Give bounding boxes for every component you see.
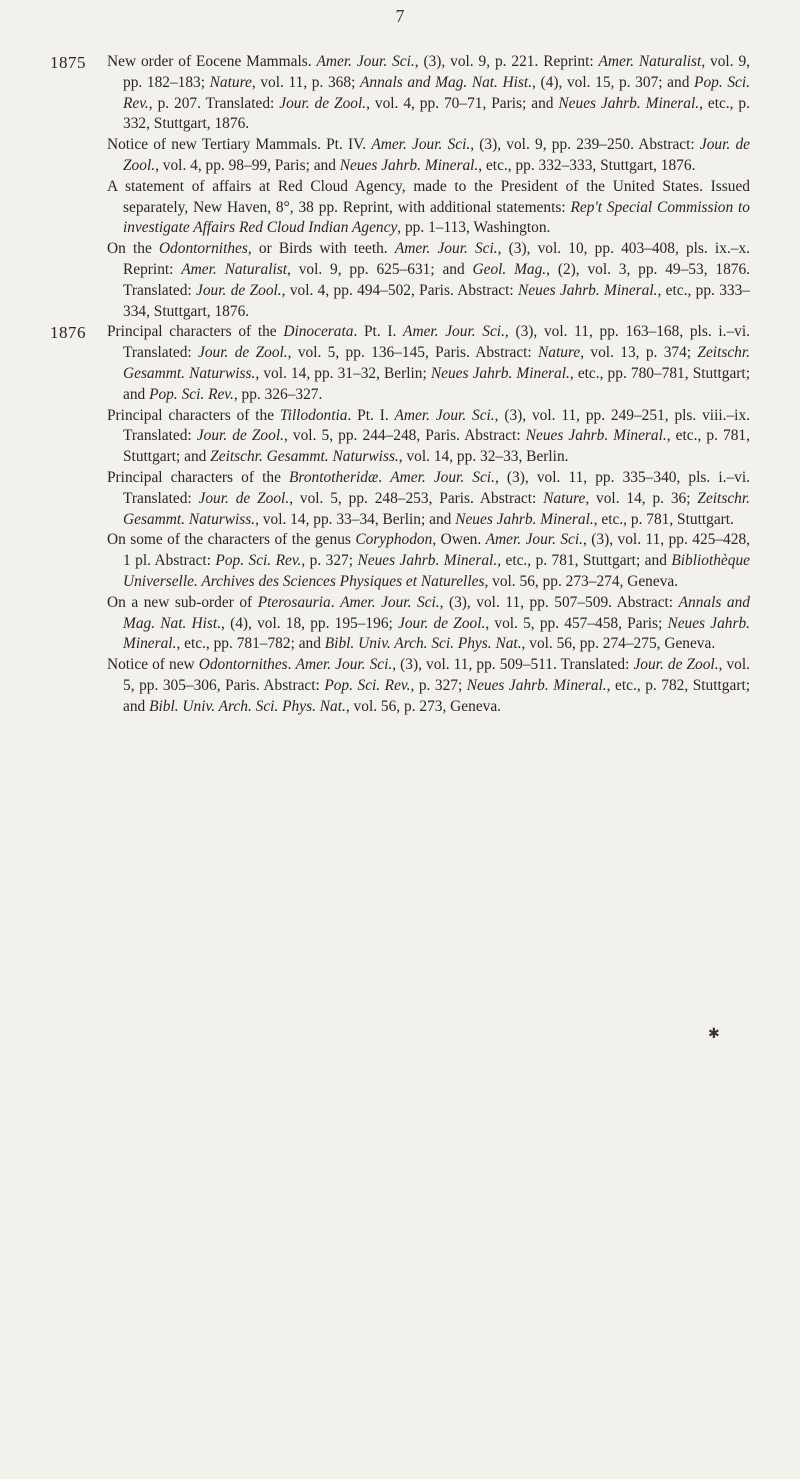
citation-title: Amer. Jour. Sci.	[485, 531, 584, 549]
entry-text: , vol. 5, pp. 305–306, Paris. Abstract:	[123, 656, 751, 694]
entry-text: , p. 327;	[301, 552, 358, 570]
entry-text: , (3), vol. 11, pp. 425–428, 1 pl. Abstract:	[123, 531, 750, 570]
entry-text: . Pt. I.	[347, 406, 395, 424]
bibliography-entry	[107, 655, 750, 717]
citation-title: Neues Jahrb. Mineral.	[525, 427, 667, 445]
year-group	[50, 52, 750, 322]
citation-title: Pterosauria	[257, 593, 331, 611]
entry-text: , vol. 9, pp. 625–631; and	[287, 260, 473, 278]
citation-title: Neues Jahrb. Mineral.	[430, 364, 570, 382]
entry-text: On the	[107, 240, 159, 258]
entry-text: , (3), vol. 11, pp. 249–251, pls. viii.–ix. Translated:	[123, 406, 750, 445]
citation-title: Neues Jahrb. Mineral.	[466, 676, 607, 694]
citation-title: Jour. de Zool.	[196, 427, 284, 445]
citation-title: Pop. Sci. Rev.	[149, 385, 234, 403]
citation-title: Jour. de Zool.	[633, 656, 719, 674]
citation-title: Amer. Jour. Sci.	[394, 240, 498, 258]
citation-title: Jour. de Zool.	[196, 281, 282, 299]
citation-title: Brontotheridæ	[289, 468, 379, 486]
entry-text: , (3), vol. 10, pp. 403–408, pls. ix.–x. Reprint:	[123, 240, 750, 278]
year-group	[50, 322, 750, 717]
entry-text: , etc., pp. 333–334, Stuttgart, 1876.	[123, 281, 750, 320]
citation-title: Amer. Jour. Sci.	[295, 656, 393, 674]
citation-title: Bibliothèque Universelle. Archives des Sciences Physiques et Naturelles	[123, 552, 750, 590]
entry-text: , Owen.	[432, 531, 486, 549]
bibliography-entry	[107, 322, 750, 405]
entry-text: , vol. 56, pp. 274–275, Geneva.	[521, 635, 716, 653]
citation-title: Coryphodon	[355, 531, 433, 549]
citation-title: Jour. de Zool.	[198, 489, 290, 507]
entry-text: , (3), vol. 9, p. 221. Reprint:	[414, 53, 599, 70]
entry-text: .	[330, 593, 341, 611]
citation-title: Pop. Sci. Rev.	[123, 73, 750, 112]
entry-text: A statement of affairs at Red Cloud Agency, made to the President of the United States. Issued separately, New Haven, 8°, 38 pp. Reprint, with additional statements:	[107, 177, 750, 216]
entry-text: , (2), vol. 3, pp. 49–53, 1876. Translated:	[123, 260, 751, 299]
citation-title: Amer. Naturalist	[181, 260, 288, 278]
entry-text: , vol. 14, p. 36;	[585, 489, 698, 507]
citation-title: Geol. Mag.	[472, 260, 547, 278]
entry-text: Principal characters of the	[107, 468, 290, 486]
entry-text: , etc., p. 781, Stuttgart; and	[123, 427, 750, 466]
entry-text: , (3), vol. 9, pp. 239–250. Abstract:	[470, 136, 700, 154]
citation-title: Neues Jahrb. Mineral.	[558, 94, 700, 112]
citation-title: Amer. Naturalist	[598, 53, 702, 70]
citation-title: Amer. Jour. Sci.	[390, 468, 495, 486]
entry-text: , etc., pp. 332–333, Stuttgart, 1876.	[478, 156, 696, 174]
citation-title: Neues Jahrb. Mineral.	[357, 552, 498, 570]
entry-text: , p. 207. Translated:	[148, 94, 280, 112]
citation-title: Odontornithes	[158, 240, 248, 258]
citation-title: Amer. Jour. Sci.	[316, 53, 415, 70]
citation-title: Amer. Jour. Sci.	[394, 406, 495, 424]
citation-title: Rep't Special Commission to investigate Affairs Red Cloud Indian Agency	[123, 198, 751, 237]
entry-text: On a new sub-order of	[107, 593, 258, 611]
citation-title: Bibl. Univ. Arch. Sci. Phys. Nat.	[149, 697, 346, 715]
entry-text: , vol. 5, pp. 457–458, Paris;	[485, 614, 668, 632]
entry-text: , vol. 14, pp. 31–32, Berlin;	[255, 364, 431, 382]
citation-title: Tillodontia	[279, 406, 348, 424]
citation-title: Neues Jahrb. Mineral.	[123, 614, 750, 653]
asterisk-mark-icon: ✱	[708, 1027, 720, 1042]
citation-title: Amer. Jour. Sci.	[340, 593, 440, 611]
entry-text: , (3), vol. 11, pp. 335–340, pls. i.–vi. Translated:	[123, 468, 750, 507]
citation-title: Annals and Mag. Nat. Hist.	[360, 73, 533, 91]
entry-text: , pp. 1–113, Washington.	[397, 219, 551, 237]
entry-text: , vol. 4, pp. 98–99, Paris; and	[155, 156, 340, 174]
citation-title: Pop. Sci. Rev.	[215, 552, 302, 570]
entry-text: , vol. 13, p. 374;	[580, 344, 698, 362]
entry-text: , etc., p. 332, Stuttgart, 1876.	[123, 94, 750, 133]
entry-text: Notice of new Tertiary Mammals. Pt. IV.	[107, 136, 372, 154]
entry-text: , (4), vol. 18, pp. 195–196;	[221, 614, 398, 632]
entry-text: , vol. 5, pp. 136–145, Paris. Abstract:	[287, 344, 539, 362]
citation-title: Annals and Mag. Nat. Hist.	[123, 593, 750, 632]
bibliography-list	[50, 52, 750, 718]
bibliography-entry	[107, 177, 750, 239]
citation-title: Zeitschr. Gesammt. Naturwiss.	[123, 489, 750, 528]
citation-title: Pop. Sci. Rev.	[324, 676, 411, 694]
citation-title: Amer. Jour. Sci.	[371, 136, 471, 154]
entry-text: Notice of new	[107, 656, 199, 674]
citation-title: Bibl. Univ. Arch. Sci. Phys. Nat.	[324, 635, 522, 653]
citation-title: Neues Jahrb. Mineral.	[339, 156, 479, 174]
entry-text: , vol. 56, pp. 273–274, Geneva.	[484, 572, 679, 590]
entry-text: , (3), vol. 11, pp. 509–511. Translated:	[392, 656, 634, 674]
entry-text: , etc., pp. 781–782; and	[176, 635, 325, 653]
citation-title: Amer. Jour. Sci.	[403, 323, 505, 341]
entry-text: , vol. 14, pp. 33–34, Berlin; and	[255, 510, 456, 528]
citation-title: Neues Jahrb. Mineral.	[455, 510, 594, 528]
citation-title: Zeitschr. Gesammt. Naturwiss.	[210, 448, 399, 466]
entry-text: , vol. 9, pp. 182–183;	[123, 53, 750, 91]
bibliography-entry	[107, 406, 750, 468]
entry-text: , vol. 5, pp. 244–248, Paris. Abstract:	[283, 427, 526, 445]
entry-text: , etc., p. 781, Stuttgart.	[593, 510, 734, 528]
entry-text: , (3), vol. 11, pp. 163–168, pls. i.–vi. Translated:	[123, 323, 751, 362]
entry-text: , vol. 4, pp. 494–502, Paris. Abstract:	[281, 281, 519, 299]
citation-title: Odontornithes	[198, 656, 288, 674]
bibliography-entry	[107, 593, 750, 655]
citation-title: Jour. de Zool.	[123, 136, 750, 174]
entry-text: , (4), vol. 15, p. 307; and	[532, 73, 695, 91]
year-label: 1875	[50, 53, 86, 72]
citation-title: Zeitschr. Gesammt. Naturwiss.	[123, 344, 750, 382]
bibliography-entry	[107, 135, 750, 177]
entry-text: .	[287, 656, 296, 674]
citation-title: Jour. de Zool.	[398, 614, 486, 632]
entry-text: Principal characters of the	[107, 406, 280, 424]
entry-text: , p. 327;	[410, 676, 467, 694]
entry-text: . Pt. I.	[353, 323, 404, 341]
entry-text: , vol. 11, p. 368;	[251, 73, 360, 91]
bibliography-entry	[107, 52, 750, 135]
entry-text: .	[378, 468, 391, 486]
entry-text: , vol. 56, p. 273, Geneva.	[345, 697, 502, 715]
entry-text: Principal characters of the	[107, 323, 284, 341]
entry-text: New order of Eocene Mammals.	[107, 53, 317, 70]
entry-text: On some of the characters of the genus	[107, 531, 356, 549]
entry-text: , vol. 4, pp. 70–71, Paris; and	[366, 94, 559, 112]
bibliography-entry	[107, 239, 750, 322]
entry-text: , vol. 14, pp. 32–33, Berlin.	[398, 448, 569, 466]
citation-title: Jour. de Zool.	[279, 94, 367, 112]
bibliography-entry	[107, 468, 750, 530]
citation-title: Nature	[543, 489, 586, 507]
year-label: 1876	[50, 323, 86, 343]
entry-text: , (3), vol. 11, pp. 507–509. Abstract:	[439, 593, 679, 611]
entry-text: , pp. 326–327.	[233, 385, 323, 403]
entry-text: , or Birds with teeth.	[247, 240, 395, 258]
citation-title: Neues Jahrb. Mineral.	[518, 281, 658, 299]
bibliography-entry	[107, 530, 750, 592]
entry-text: , etc., p. 782, Stuttgart; and	[123, 676, 751, 715]
entry-text: , etc., p. 781, Stuttgart; and	[497, 552, 672, 570]
citation-title: Dinocerata	[283, 323, 354, 341]
citation-title: Jour. de Zool.	[198, 344, 288, 362]
page-number: 7	[395, 6, 405, 26]
citation-title: Nature	[538, 344, 581, 362]
entry-text: , vol. 5, pp. 248–253, Paris. Abstract:	[289, 489, 544, 507]
entry-text: , etc., pp. 780–781, Stuttgart; and	[123, 364, 750, 403]
citation-title: Nature	[209, 73, 252, 91]
